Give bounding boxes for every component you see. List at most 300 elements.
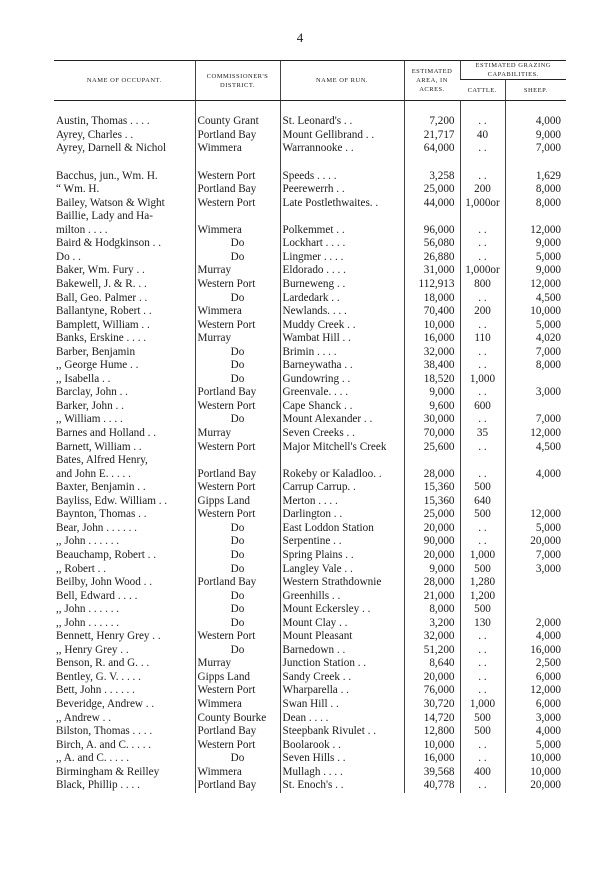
area-cell: 32,000: [404, 346, 460, 360]
table-row: [54, 264, 566, 278]
occupant-cell: Bacchus, jun., Wm. H.: [56, 169, 158, 182]
header-occupant: NAME OF OCCUPANT.: [54, 61, 195, 101]
area-cell: 70,000: [404, 427, 460, 441]
area-cell: 8,640: [404, 657, 460, 671]
occupant-cell: Do . .: [56, 250, 81, 263]
cattle-cell: 200: [460, 183, 505, 197]
occupant-cell: Barclay, John . .: [56, 386, 128, 399]
cattle-cell: 500: [460, 563, 505, 577]
area-cell: 10,000: [404, 319, 460, 333]
run-cell: Darlington . .: [280, 508, 404, 522]
district-cell: Do: [195, 535, 280, 549]
occupants-table: [54, 60, 566, 793]
sheep-cell: [505, 373, 566, 387]
sheep-cell: 12,000: [505, 224, 566, 238]
cattle-cell: 500: [460, 481, 505, 495]
cattle-cell: 200: [460, 305, 505, 319]
sheep-cell: 4,020: [505, 332, 566, 346]
area-cell: 32,000: [404, 630, 460, 644]
sheep-cell: 8,000: [505, 359, 566, 373]
sheep-cell: 5,000: [505, 522, 566, 536]
cattle-cell: . .: [460, 657, 505, 671]
header-district: COMMISSIONER'S DISTRICT.: [195, 61, 280, 101]
table-row: [54, 400, 566, 414]
district-cell: Wimmera: [195, 224, 280, 238]
sheep-cell: 5,000: [505, 319, 566, 333]
run-cell: East Loddon Station: [280, 522, 404, 536]
table-row: [54, 766, 566, 780]
district-cell: Do: [195, 752, 280, 766]
area-cell: 9,600: [404, 400, 460, 414]
occupant-cell: ,, John . . . . . .: [56, 535, 120, 548]
sheep-cell: 4,500: [505, 292, 566, 306]
sheep-cell: 4,000: [505, 725, 566, 739]
area-cell: 15,360: [404, 495, 460, 509]
area-cell: 28,000: [404, 468, 460, 482]
sheep-cell: 4,500: [505, 441, 566, 455]
run-cell: Junction Station . .: [280, 657, 404, 671]
occupant-cell: Beveridge, Andrew . .: [56, 697, 155, 710]
sheep-cell: [505, 400, 566, 414]
run-cell: Late Postlethwaites. .: [280, 197, 404, 211]
run-cell: Wharparella . .: [280, 684, 404, 698]
run-cell: Burneweng . .: [280, 278, 404, 292]
table-row: [54, 481, 566, 495]
district-cell: Do: [195, 346, 280, 360]
table-row: [54, 563, 566, 577]
district-cell: Western Port: [195, 739, 280, 753]
district-cell: Do: [195, 644, 280, 658]
run-cell: Wambat Hill . .: [280, 332, 404, 346]
sheep-cell: 10,000: [505, 305, 566, 319]
run-cell: Rokeby or Kaladloo. .: [280, 468, 404, 482]
table-row: [54, 427, 566, 441]
sheep-cell: 9,000: [505, 237, 566, 251]
district-cell: [195, 454, 280, 468]
sheep-cell: [505, 454, 566, 468]
cattle-cell: . .: [460, 170, 505, 184]
occupant-cell: ,, John . . . . . .: [56, 616, 120, 629]
run-cell: Langley Vale . .: [280, 563, 404, 577]
table-row: [54, 468, 566, 482]
table-row: [54, 698, 566, 712]
area-cell: 25,600: [404, 441, 460, 455]
run-cell: Spring Plains . .: [280, 549, 404, 563]
area-cell: [404, 454, 460, 468]
area-cell: 16,000: [404, 332, 460, 346]
occupant-cell: Baillie, Lady and Ha-: [56, 210, 153, 223]
run-cell: Steepbank Rivulet . .: [280, 725, 404, 739]
district-cell: Wimmera: [195, 142, 280, 156]
cattle-cell: 600: [460, 400, 505, 414]
cattle-cell: . .: [460, 684, 505, 698]
district-cell: Western Port: [195, 197, 280, 211]
area-cell: 25,000: [404, 183, 460, 197]
area-cell: 30,000: [404, 413, 460, 427]
cattle-cell: . .: [460, 386, 505, 400]
occupant-cell: Bayliss, Edw. William . .: [56, 494, 168, 507]
run-cell: Seven Creeks . .: [280, 427, 404, 441]
empty-cell: [404, 156, 460, 170]
area-cell: [404, 210, 460, 224]
area-cell: 51,200: [404, 644, 460, 658]
area-cell: 15,360: [404, 481, 460, 495]
cattle-cell: 640: [460, 495, 505, 509]
district-cell: Portland Bay: [195, 779, 280, 793]
cattle-cell: 500: [460, 712, 505, 726]
table-row: [54, 332, 566, 346]
area-cell: 9,000: [404, 386, 460, 400]
area-cell: 96,000: [404, 224, 460, 238]
area-cell: 3,200: [404, 617, 460, 631]
run-cell: Newlands. . . .: [280, 305, 404, 319]
cattle-cell: . .: [460, 522, 505, 536]
table-row: [54, 413, 566, 427]
empty-cell: [280, 156, 404, 170]
cattle-cell: . .: [460, 237, 505, 251]
run-cell: Cape Shanck . .: [280, 400, 404, 414]
table-row: [54, 441, 566, 455]
sheep-cell: 10,000: [505, 766, 566, 780]
run-cell: Lardedark . .: [280, 292, 404, 306]
area-cell: 16,000: [404, 752, 460, 766]
occupant-cell: ,, William . . . .: [56, 413, 123, 426]
occupant-cell: Bett, John . . . . . .: [56, 684, 135, 697]
cattle-cell: . .: [460, 752, 505, 766]
run-cell: Speeds . . . .: [280, 170, 404, 184]
table-row: [54, 522, 566, 536]
table-row: [54, 617, 566, 631]
sheep-cell: 12,000: [505, 278, 566, 292]
occupant-cell: ,, Isabella . .: [56, 372, 111, 385]
occupant-cell: Black, Phillip . . . .: [56, 779, 140, 792]
area-cell: 20,000: [404, 522, 460, 536]
table-row: [54, 210, 566, 224]
sheep-cell: 9,000: [505, 129, 566, 143]
sheep-cell: 7,000: [505, 346, 566, 360]
run-cell: [280, 210, 404, 224]
area-cell: 20,000: [404, 671, 460, 685]
run-cell: Warrannooke . .: [280, 142, 404, 156]
area-cell: 70,400: [404, 305, 460, 319]
cattle-cell: 1,200: [460, 590, 505, 604]
area-cell: 76,000: [404, 684, 460, 698]
occupant-cell: Baird & Hodgkinson . .: [56, 237, 162, 250]
cattle-cell: . .: [460, 671, 505, 685]
district-cell: Do: [195, 603, 280, 617]
empty-cell: [505, 156, 566, 170]
table-row: [54, 224, 566, 238]
table-row: [54, 644, 566, 658]
table-row: [54, 549, 566, 563]
sheep-cell: [505, 210, 566, 224]
sheep-cell: 8,000: [505, 197, 566, 211]
sheep-cell: 7,000: [505, 142, 566, 156]
table-row: [54, 346, 566, 360]
occupant-cell: Beilby, John Wood . .: [56, 576, 153, 589]
cattle-cell: . .: [460, 251, 505, 265]
cattle-cell: . .: [460, 739, 505, 753]
table-row: [54, 603, 566, 617]
run-cell: Dean . . . .: [280, 712, 404, 726]
sheep-cell: 3,000: [505, 712, 566, 726]
cattle-cell: 1,000: [460, 373, 505, 387]
sheep-cell: 16,000: [505, 644, 566, 658]
occupant-cell: Benson, R. and G. . .: [56, 657, 150, 670]
run-cell: Mount Eckersley . .: [280, 603, 404, 617]
occupant-cell: Beauchamp, Robert . .: [56, 548, 157, 561]
sheep-cell: 9,000: [505, 264, 566, 278]
run-cell: Mount Pleasant: [280, 630, 404, 644]
occupant-cell: Baynton, Thomas . .: [56, 508, 147, 521]
header-cattle: CATTLE.: [460, 80, 505, 101]
district-cell: Do: [195, 549, 280, 563]
district-cell: Do: [195, 251, 280, 265]
sheep-cell: 4,000: [505, 468, 566, 482]
district-cell: Gipps Land: [195, 495, 280, 509]
table-row: [54, 671, 566, 685]
cattle-cell: 1,000: [460, 549, 505, 563]
header-run: NAME OF RUN.: [280, 61, 404, 101]
sheep-cell: 7,000: [505, 549, 566, 563]
area-cell: 3,258: [404, 170, 460, 184]
cattle-cell: . .: [460, 292, 505, 306]
table-row: [54, 712, 566, 726]
sheep-cell: 3,000: [505, 386, 566, 400]
cattle-cell: 1,000: [460, 698, 505, 712]
cattle-cell: 1,000or: [460, 264, 505, 278]
cattle-cell: 35: [460, 427, 505, 441]
area-cell: 39,568: [404, 766, 460, 780]
run-cell: Lockhart . . . .: [280, 237, 404, 251]
district-cell: Do: [195, 413, 280, 427]
run-cell: Mount Gellibrand . .: [280, 129, 404, 143]
occupant-cell: and John E. . . . .: [56, 467, 131, 480]
district-cell: [195, 210, 280, 224]
district-cell: Western Port: [195, 400, 280, 414]
empty-cell: [54, 156, 195, 170]
run-cell: St. Enoch's . .: [280, 779, 404, 793]
district-cell: Do: [195, 292, 280, 306]
area-cell: 40,778: [404, 779, 460, 793]
occupant-cell: ,, George Hume . .: [56, 359, 139, 372]
district-cell: Western Port: [195, 441, 280, 455]
run-cell: Serpentine . .: [280, 535, 404, 549]
cattle-cell: . .: [460, 142, 505, 156]
table-row: [54, 752, 566, 766]
cattle-cell: 130: [460, 617, 505, 631]
table-row: [54, 725, 566, 739]
cattle-cell: . .: [460, 630, 505, 644]
table-row: [54, 508, 566, 522]
district-cell: Wimmera: [195, 698, 280, 712]
run-cell: Merton . . . .: [280, 495, 404, 509]
run-cell: Seven Hills . .: [280, 752, 404, 766]
sheep-cell: 20,000: [505, 535, 566, 549]
area-cell: 18,520: [404, 373, 460, 387]
empty-cell: [195, 156, 280, 170]
occupant-cell: “ Wm. H.: [56, 183, 100, 196]
area-cell: 21,000: [404, 590, 460, 604]
cattle-cell: . .: [460, 441, 505, 455]
run-cell: Mount Alexander . .: [280, 413, 404, 427]
area-cell: 7,200: [404, 101, 460, 129]
empty-cell: [460, 156, 505, 170]
run-cell: Barneywatha . .: [280, 359, 404, 373]
table-row: [54, 454, 566, 468]
table-row: [54, 319, 566, 333]
occupant-cell: Bentley, G. V. . . . .: [56, 670, 141, 683]
cattle-cell: . .: [460, 535, 505, 549]
occupant-cell: Birch, A. and C. . . . .: [56, 738, 152, 751]
header-sheep: SHEEP.: [505, 80, 566, 101]
district-cell: Do: [195, 359, 280, 373]
sheep-cell: 2,000: [505, 617, 566, 631]
run-cell: Greenhills . .: [280, 590, 404, 604]
cattle-cell: . .: [460, 346, 505, 360]
occupant-cell: Bailey, Watson & Wight: [56, 196, 165, 209]
district-cell: Portland Bay: [195, 129, 280, 143]
area-cell: 38,400: [404, 359, 460, 373]
district-cell: Portland Bay: [195, 386, 280, 400]
district-cell: Do: [195, 237, 280, 251]
occupant-cell: Bear, John . . . . . .: [56, 521, 137, 534]
table-row: [54, 373, 566, 387]
district-cell: Do: [195, 617, 280, 631]
occupant-cell: Bennett, Henry Grey . .: [56, 630, 161, 643]
occupant-cell: Ayrey, Charles . .: [56, 128, 134, 141]
area-cell: 26,880: [404, 251, 460, 265]
table-row: [54, 170, 566, 184]
district-cell: Western Port: [195, 508, 280, 522]
area-cell: 56,080: [404, 237, 460, 251]
area-cell: 8,000: [404, 603, 460, 617]
sheep-cell: 6,000: [505, 671, 566, 685]
occupant-cell: Barnes and Holland . .: [56, 427, 157, 440]
header-grazing: ESTIMATED GRAZING CAPABILITIES.: [460, 61, 566, 80]
sheep-cell: 4,000: [505, 630, 566, 644]
occupant-cell: ,, Andrew . .: [56, 711, 111, 724]
district-cell: Do: [195, 590, 280, 604]
run-cell: Gundowring . .: [280, 373, 404, 387]
run-cell: St. Leonard's . .: [280, 101, 404, 129]
district-cell: Wimmera: [195, 766, 280, 780]
page-number: 4: [296, 30, 304, 45]
table-row: [54, 630, 566, 644]
occupant-cell: Ballantyne, Robert . .: [56, 305, 152, 318]
sheep-cell: 12,000: [505, 508, 566, 522]
sheep-cell: 12,000: [505, 427, 566, 441]
table-row: [54, 739, 566, 753]
table-row: [54, 779, 566, 793]
district-cell: Gipps Land: [195, 671, 280, 685]
table-row: [54, 684, 566, 698]
run-cell: Polkemmet . .: [280, 224, 404, 238]
district-cell: Western Port: [195, 319, 280, 333]
cattle-cell: 1,280: [460, 576, 505, 590]
table-row: [54, 278, 566, 292]
area-cell: 21,717: [404, 129, 460, 143]
occupant-cell: ,, Robert . .: [56, 562, 107, 575]
sheep-cell: 8,000: [505, 183, 566, 197]
cattle-cell: . .: [460, 779, 505, 793]
occupant-cell: Barber, Benjamin: [56, 345, 136, 358]
table-row: [54, 183, 566, 197]
sheep-cell: 10,000: [505, 752, 566, 766]
run-cell: Major Mitchell's Creek: [280, 441, 404, 455]
cattle-cell: . .: [460, 101, 505, 129]
run-cell: Peerewerrh . .: [280, 183, 404, 197]
cattle-cell: 400: [460, 766, 505, 780]
sheep-cell: 5,000: [505, 251, 566, 265]
area-cell: 14,720: [404, 712, 460, 726]
district-cell: Western Port: [195, 630, 280, 644]
area-cell: 90,000: [404, 535, 460, 549]
district-cell: Western Port: [195, 170, 280, 184]
cattle-cell: . .: [460, 224, 505, 238]
sheep-cell: [505, 590, 566, 604]
cattle-cell: 500: [460, 603, 505, 617]
occupant-cell: ,, Henry Grey . .: [56, 643, 129, 656]
table-row: [54, 590, 566, 604]
occupant-cell: Bamplett, William . .: [56, 318, 150, 331]
district-cell: Portland Bay: [195, 576, 280, 590]
run-cell: Carrup Carrup. .: [280, 481, 404, 495]
occupant-cell: Ball, Geo. Palmer . .: [56, 291, 148, 304]
area-cell: 31,000: [404, 264, 460, 278]
run-cell: Brimin . . . .: [280, 346, 404, 360]
run-cell: Barnedown . .: [280, 644, 404, 658]
cattle-cell: . .: [460, 644, 505, 658]
table-row: [54, 305, 566, 319]
run-cell: Muddy Creek . .: [280, 319, 404, 333]
table-row: [54, 657, 566, 671]
area-cell: 25,000: [404, 508, 460, 522]
table-row: [54, 197, 566, 211]
sheep-cell: 4,000: [505, 101, 566, 129]
cattle-cell: . .: [460, 319, 505, 333]
cattle-cell: 500: [460, 508, 505, 522]
district-cell: Do: [195, 563, 280, 577]
header-area: ESTIMATED AREA, IN ACRES.: [404, 61, 460, 101]
sheep-cell: 12,000: [505, 684, 566, 698]
row-spacer: [54, 156, 566, 170]
district-cell: Do: [195, 522, 280, 536]
occupant-cell: Bilston, Thomas . . . .: [56, 725, 153, 738]
district-cell: Wimmera: [195, 305, 280, 319]
table-row: [54, 292, 566, 306]
occupant-cell: Bates, Alfred Henry,: [56, 454, 148, 467]
occupant-cell: Bell, Edward . . . .: [56, 589, 138, 602]
table-row: [54, 386, 566, 400]
occupant-cell: ,, A. and C. . . . .: [56, 752, 130, 765]
district-cell: Portland Bay: [195, 468, 280, 482]
table-row: [54, 359, 566, 373]
cattle-cell: . .: [460, 359, 505, 373]
district-cell: Portland Bay: [195, 183, 280, 197]
sheep-cell: 6,000: [505, 698, 566, 712]
run-cell: Sandy Creek . .: [280, 671, 404, 685]
run-cell: Mount Clay . .: [280, 617, 404, 631]
table-row: [54, 129, 566, 143]
run-cell: Swan Hill . .: [280, 698, 404, 712]
table-row: [54, 142, 566, 156]
area-cell: 64,000: [404, 142, 460, 156]
occupant-cell: Ayrey, Darnell & Nichol: [56, 142, 167, 155]
area-cell: 20,000: [404, 549, 460, 563]
cattle-cell: . .: [460, 413, 505, 427]
cattle-cell: . .: [460, 468, 505, 482]
